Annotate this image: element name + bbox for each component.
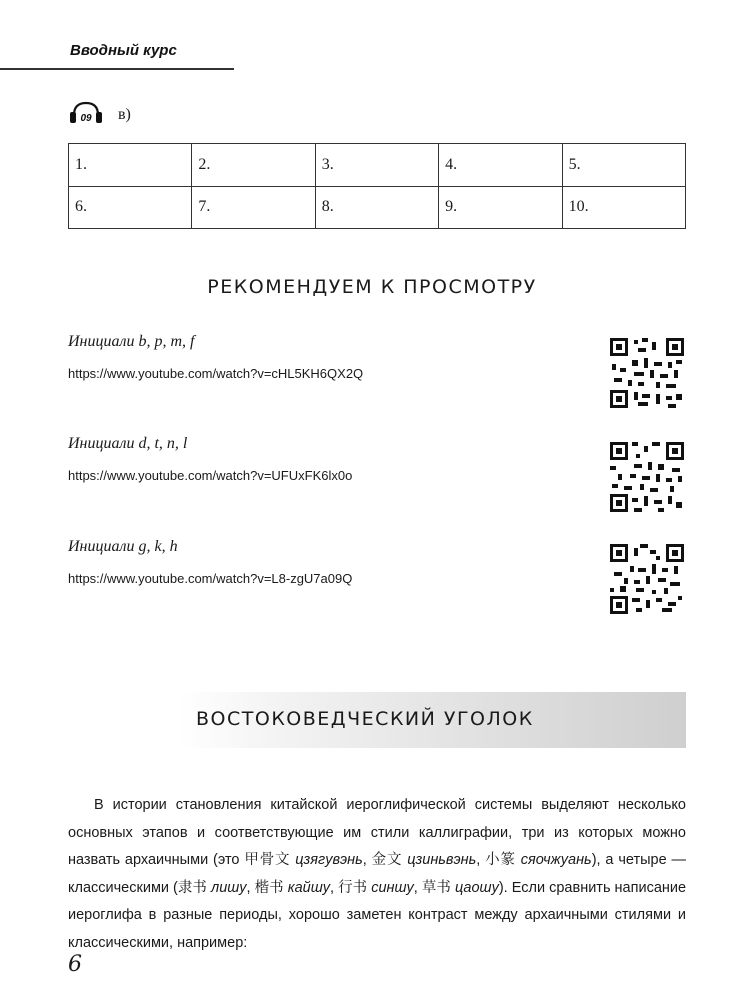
headphones-icon[interactable] <box>68 101 104 125</box>
paragraph-text: ), а четыре — классическими ( <box>68 852 687 896</box>
answer-cell[interactable]: 3. <box>315 144 438 187</box>
audio-track-number: 09 <box>80 113 92 124</box>
romanized-term: кайшу <box>287 879 330 896</box>
video-title: Инициали b, p, m, f <box>68 333 195 350</box>
paragraph-text: ). Если сравнить написание иероглифа в разные периоды, хорошо заметен контраст между архаичными стилями и классическими, например: <box>68 879 687 951</box>
qr-code-icon[interactable] <box>610 442 684 512</box>
hanzi-term: 金文 <box>371 852 403 868</box>
answer-grid <box>68 143 686 229</box>
romanized-term: цаошу <box>454 879 499 896</box>
video-link[interactable]: https://www.youtube.com/watch?v=L8-zgU7a09Q <box>68 571 353 586</box>
hanzi-term: 隶书 <box>177 879 207 896</box>
video-title: Инициали g, k, h <box>68 538 178 555</box>
romanized-term: цзиньвэнь <box>407 852 477 868</box>
answer-cell[interactable]: 5. <box>562 144 685 187</box>
separator: , <box>413 879 422 896</box>
page-number: 6 <box>68 952 82 977</box>
paragraph-text: В истории становления китайской иероглифической системы выделяют несколько основных этапов и соответствующие им стили каллиграфии, три из которых можно назвать архаичными (это <box>68 797 686 868</box>
hanzi-term: 小篆 <box>485 852 516 868</box>
qr-code-icon[interactable] <box>610 338 684 408</box>
answer-cell[interactable]: 2. <box>192 144 315 187</box>
separator: , <box>330 879 339 896</box>
answer-cell[interactable]: 9. <box>439 186 562 229</box>
qr-code-icon[interactable] <box>610 544 684 614</box>
separator: , <box>362 852 372 868</box>
video-title: Инициали d, t, n, l <box>68 435 188 452</box>
answer-cell[interactable]: 4. <box>439 144 562 187</box>
hanzi-term: 楷书 <box>254 879 284 896</box>
answer-cell[interactable]: 8. <box>315 186 438 229</box>
romanized-term: лишу <box>211 879 247 896</box>
chapter-title: Вводный курс <box>70 42 177 59</box>
video-link[interactable]: https://www.youtube.com/watch?v=UFUxFK6lx0o <box>68 468 353 483</box>
header-rule <box>0 68 234 70</box>
answer-cell[interactable]: 7. <box>192 186 315 229</box>
romanized-term: сяочжуань <box>520 852 592 868</box>
recommend-heading: РЕКОМЕНДУЕМ К ПРОСМОТРУ <box>207 276 537 298</box>
romanized-term: цзягувэнь <box>295 852 363 868</box>
table-row <box>69 186 686 229</box>
separator: , <box>476 852 486 868</box>
hanzi-term: 行书 <box>338 879 368 896</box>
body-paragraph <box>68 792 686 957</box>
exercise-label: в) <box>118 106 131 123</box>
romanized-term: синшу <box>371 879 414 896</box>
hanzi-term: 甲骨文 <box>244 852 291 868</box>
table-row <box>69 144 686 187</box>
video-link[interactable]: https://www.youtube.com/watch?v=cHL5KH6QX2Q <box>68 366 364 381</box>
orient-heading: ВОСТОКОВЕДЧЕСКИЙ УГОЛОК <box>196 708 534 730</box>
separator: , <box>246 879 255 896</box>
hanzi-term: 草书 <box>421 879 451 896</box>
answer-cell[interactable]: 1. <box>69 144 192 187</box>
answer-cell[interactable]: 6. <box>69 186 192 229</box>
answer-cell[interactable]: 10. <box>562 186 685 229</box>
